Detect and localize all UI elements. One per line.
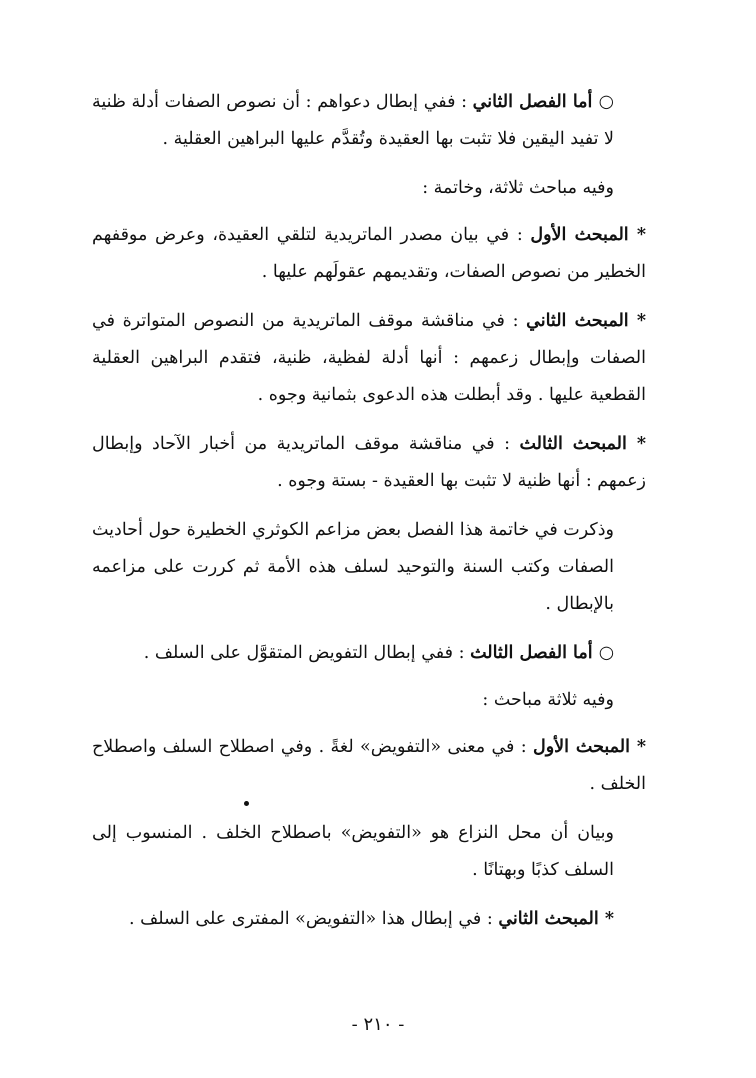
body-text	[92, 84, 670, 950]
paragraph-text: : ففي إبطال التفويض المتقوَّل على السلف .	[143, 643, 465, 663]
paragraph-text: وفيه مباحث ثلاثة، وخاتمة :	[422, 178, 614, 198]
heading-section-two: * المبحث الثاني	[526, 311, 646, 331]
paragraph-text: : في بيان مصدر الماتريدية لتلقي العقيدة، وعرض موقفهم الخطير من نصوص الصفات، وتقديمهم عقولَهم عليها .	[92, 225, 646, 282]
paragraph-text: : في إبطال هذا «التفويض» المفترى على السلف .	[128, 909, 493, 929]
paragraph-section-one	[92, 217, 670, 291]
paragraph-three-sections	[92, 682, 670, 719]
paragraph-dispute-explanation	[92, 815, 670, 889]
paragraph-text: : في معنى «التفويض» لغةً . وفي اصطلاح السلف واصطلاح الخلف .	[92, 737, 646, 794]
heading-chapter-two: ○ أما الفصل الثاني	[472, 92, 614, 112]
paragraph-text: : في مناقشة موقف الماتريدية من النصوص المتواترة في الصفات وإبطال زعمهم : أنها أدلة لفظية، ظنية، فتقدم البراهين العقلية القطعية عليها . وقد أبطلت هذه الدعوى بثمانية وجوه .	[92, 311, 646, 405]
paragraph-chapter-three	[92, 635, 670, 672]
paragraph-section-three	[92, 426, 670, 500]
paragraph-chapter-two	[92, 84, 670, 158]
heading-ch3-section-two: * المبحث الثاني	[498, 909, 614, 929]
heading-section-three: * المبحث الثالث	[519, 434, 646, 454]
paragraph-section-two	[92, 303, 670, 414]
paragraph-conclusion	[92, 512, 670, 623]
paragraph-sections-intro	[92, 170, 670, 207]
paragraph-text: : ففي إبطال دعواهم : أن نصوص الصفات أدلة ظنية لا تفيد اليقين فلا تثبت بها العقيدة وتُقدَّم عليها البراهين العقلية .	[92, 92, 614, 149]
ink-dot	[244, 801, 249, 806]
heading-ch3-section-one: * المبحث الأول	[533, 737, 646, 757]
paragraph-text: وفيه ثلاثة مباحث :	[482, 690, 614, 710]
page-number: - ٢١٠ -	[351, 1014, 405, 1035]
paragraph-ch3-section-two	[92, 901, 670, 938]
paragraph-text: وبيان أن محل النزاع هو «التفويض» باصطلاح الخلف . المنسوب إلى السلف كذبًا وبهتانًا .	[92, 823, 614, 880]
paragraph-text: : في مناقشة موقف الماتريدية من أخبار الآحاد وإبطال زعمهم : أنها ظنية لا تثبت بها العقيدة - بستة وجوه .	[92, 434, 646, 491]
heading-chapter-three: ○ أما الفصل الثالث	[470, 643, 614, 663]
heading-section-one: * المبحث الأول	[530, 225, 646, 245]
paragraph-text: وذكرت في خاتمة هذا الفصل بعض مزاعم الكوثري الخطيرة حول أحاديث الصفات وكتب السنة والتوحيد لسلف هذه الأمة ثم كررت على مزاعمه بالإبطال .	[92, 520, 614, 614]
paragraph-ch3-section-one	[92, 729, 670, 803]
